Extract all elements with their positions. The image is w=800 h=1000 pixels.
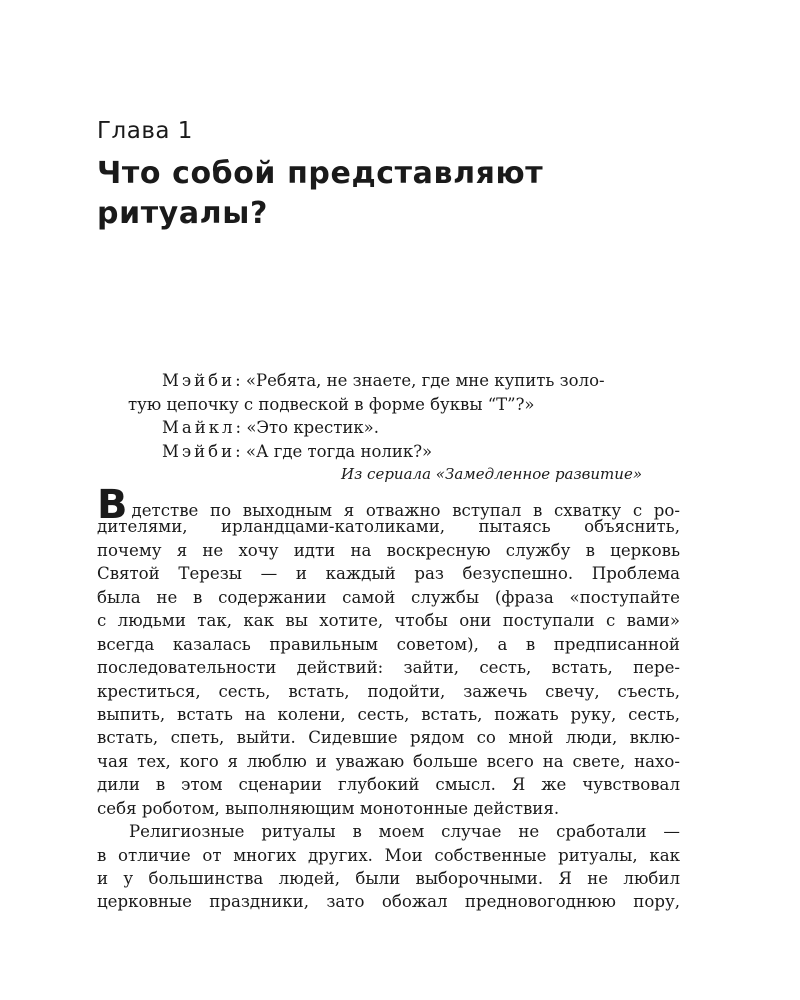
body-line: дили в этом сценарии глубокий смысл. Я же чувствовал	[97, 775, 680, 795]
body-line: всегда казалась правильным советом), а в предписанной	[97, 634, 680, 654]
chapter-label: Глава 1	[97, 118, 193, 144]
body-line: последовательности действий: зайти, сесть, встать, пере-	[97, 658, 680, 678]
epigraph-text: : «Это крестик».	[235, 418, 380, 437]
body-line-text: детстве по выходным я отважно вступал в схватку с ро-	[131, 501, 680, 520]
epigraph-text: : «Ребята, не знаете, где мне купить золо-	[235, 371, 605, 390]
chapter-title-line: ритуалы?	[97, 196, 268, 231]
body-line: церковные праздники, зато обожал предновогоднюю пору,	[97, 892, 680, 912]
body-line: встать, спеть, выйти. Сидевшие рядом со мной люди, вклю-	[97, 728, 680, 748]
body-line: себя роботом, выполняющим монотонные действия.	[97, 798, 560, 818]
epigraph-source: Из сериала «Замедленное развитие»	[341, 465, 642, 483]
epigraph-line	[128, 369, 642, 393]
body-text	[97, 482, 680, 914]
body-line: креститься, сесть, встать, подойти, зажечь свечу, съесть,	[97, 681, 680, 701]
epigraph	[128, 369, 642, 485]
chapter-title-line: Что собой представляют	[97, 156, 544, 191]
body-line: дителями, ирландцами-католиками, пытаясь объяснить,	[97, 517, 680, 537]
epigraph-speaker: Майкл	[162, 418, 236, 437]
epigraph-speaker: Мэйби	[162, 371, 236, 390]
body-line: была не в содержании самой службы (фраза «поступайте	[97, 587, 680, 607]
body-line: чая тех, кого я люблю и уважаю больше всего на свете, нахо-	[97, 751, 680, 771]
drop-cap: В	[97, 482, 128, 528]
epigraph-line	[128, 440, 642, 464]
epigraph-text: тую цепочку с подвеской в форме буквы “Т”?»	[128, 394, 535, 414]
body-line: и у большинства людей, были выборочными. Я не любил	[97, 869, 680, 888]
epigraph-line	[128, 393, 642, 417]
body-line: в отличие от многих других. Мои собственные ритуалы, как	[97, 845, 680, 865]
body-line: Святой Терезы — и каждый раз безуспешно. Проблема	[97, 564, 680, 584]
book-page	[97, 0, 680, 1000]
body-line: выпить, встать на колени, сесть, встать, пожать руку, сесть,	[97, 704, 680, 724]
epigraph-line	[128, 416, 642, 440]
body-line: Религиозные ритуалы в моем случае не сработали —	[129, 822, 680, 842]
body-line: почему я не хочу идти на воскресную службу в церковь	[97, 540, 680, 560]
epigraph-speaker: Мэйби	[162, 441, 236, 461]
chapter-title	[97, 154, 617, 234]
epigraph-text: : «А где тогда нолик?»	[235, 441, 433, 461]
body-line: с людьми так, как вы хотите, чтобы они поступали с вами»	[97, 611, 680, 631]
